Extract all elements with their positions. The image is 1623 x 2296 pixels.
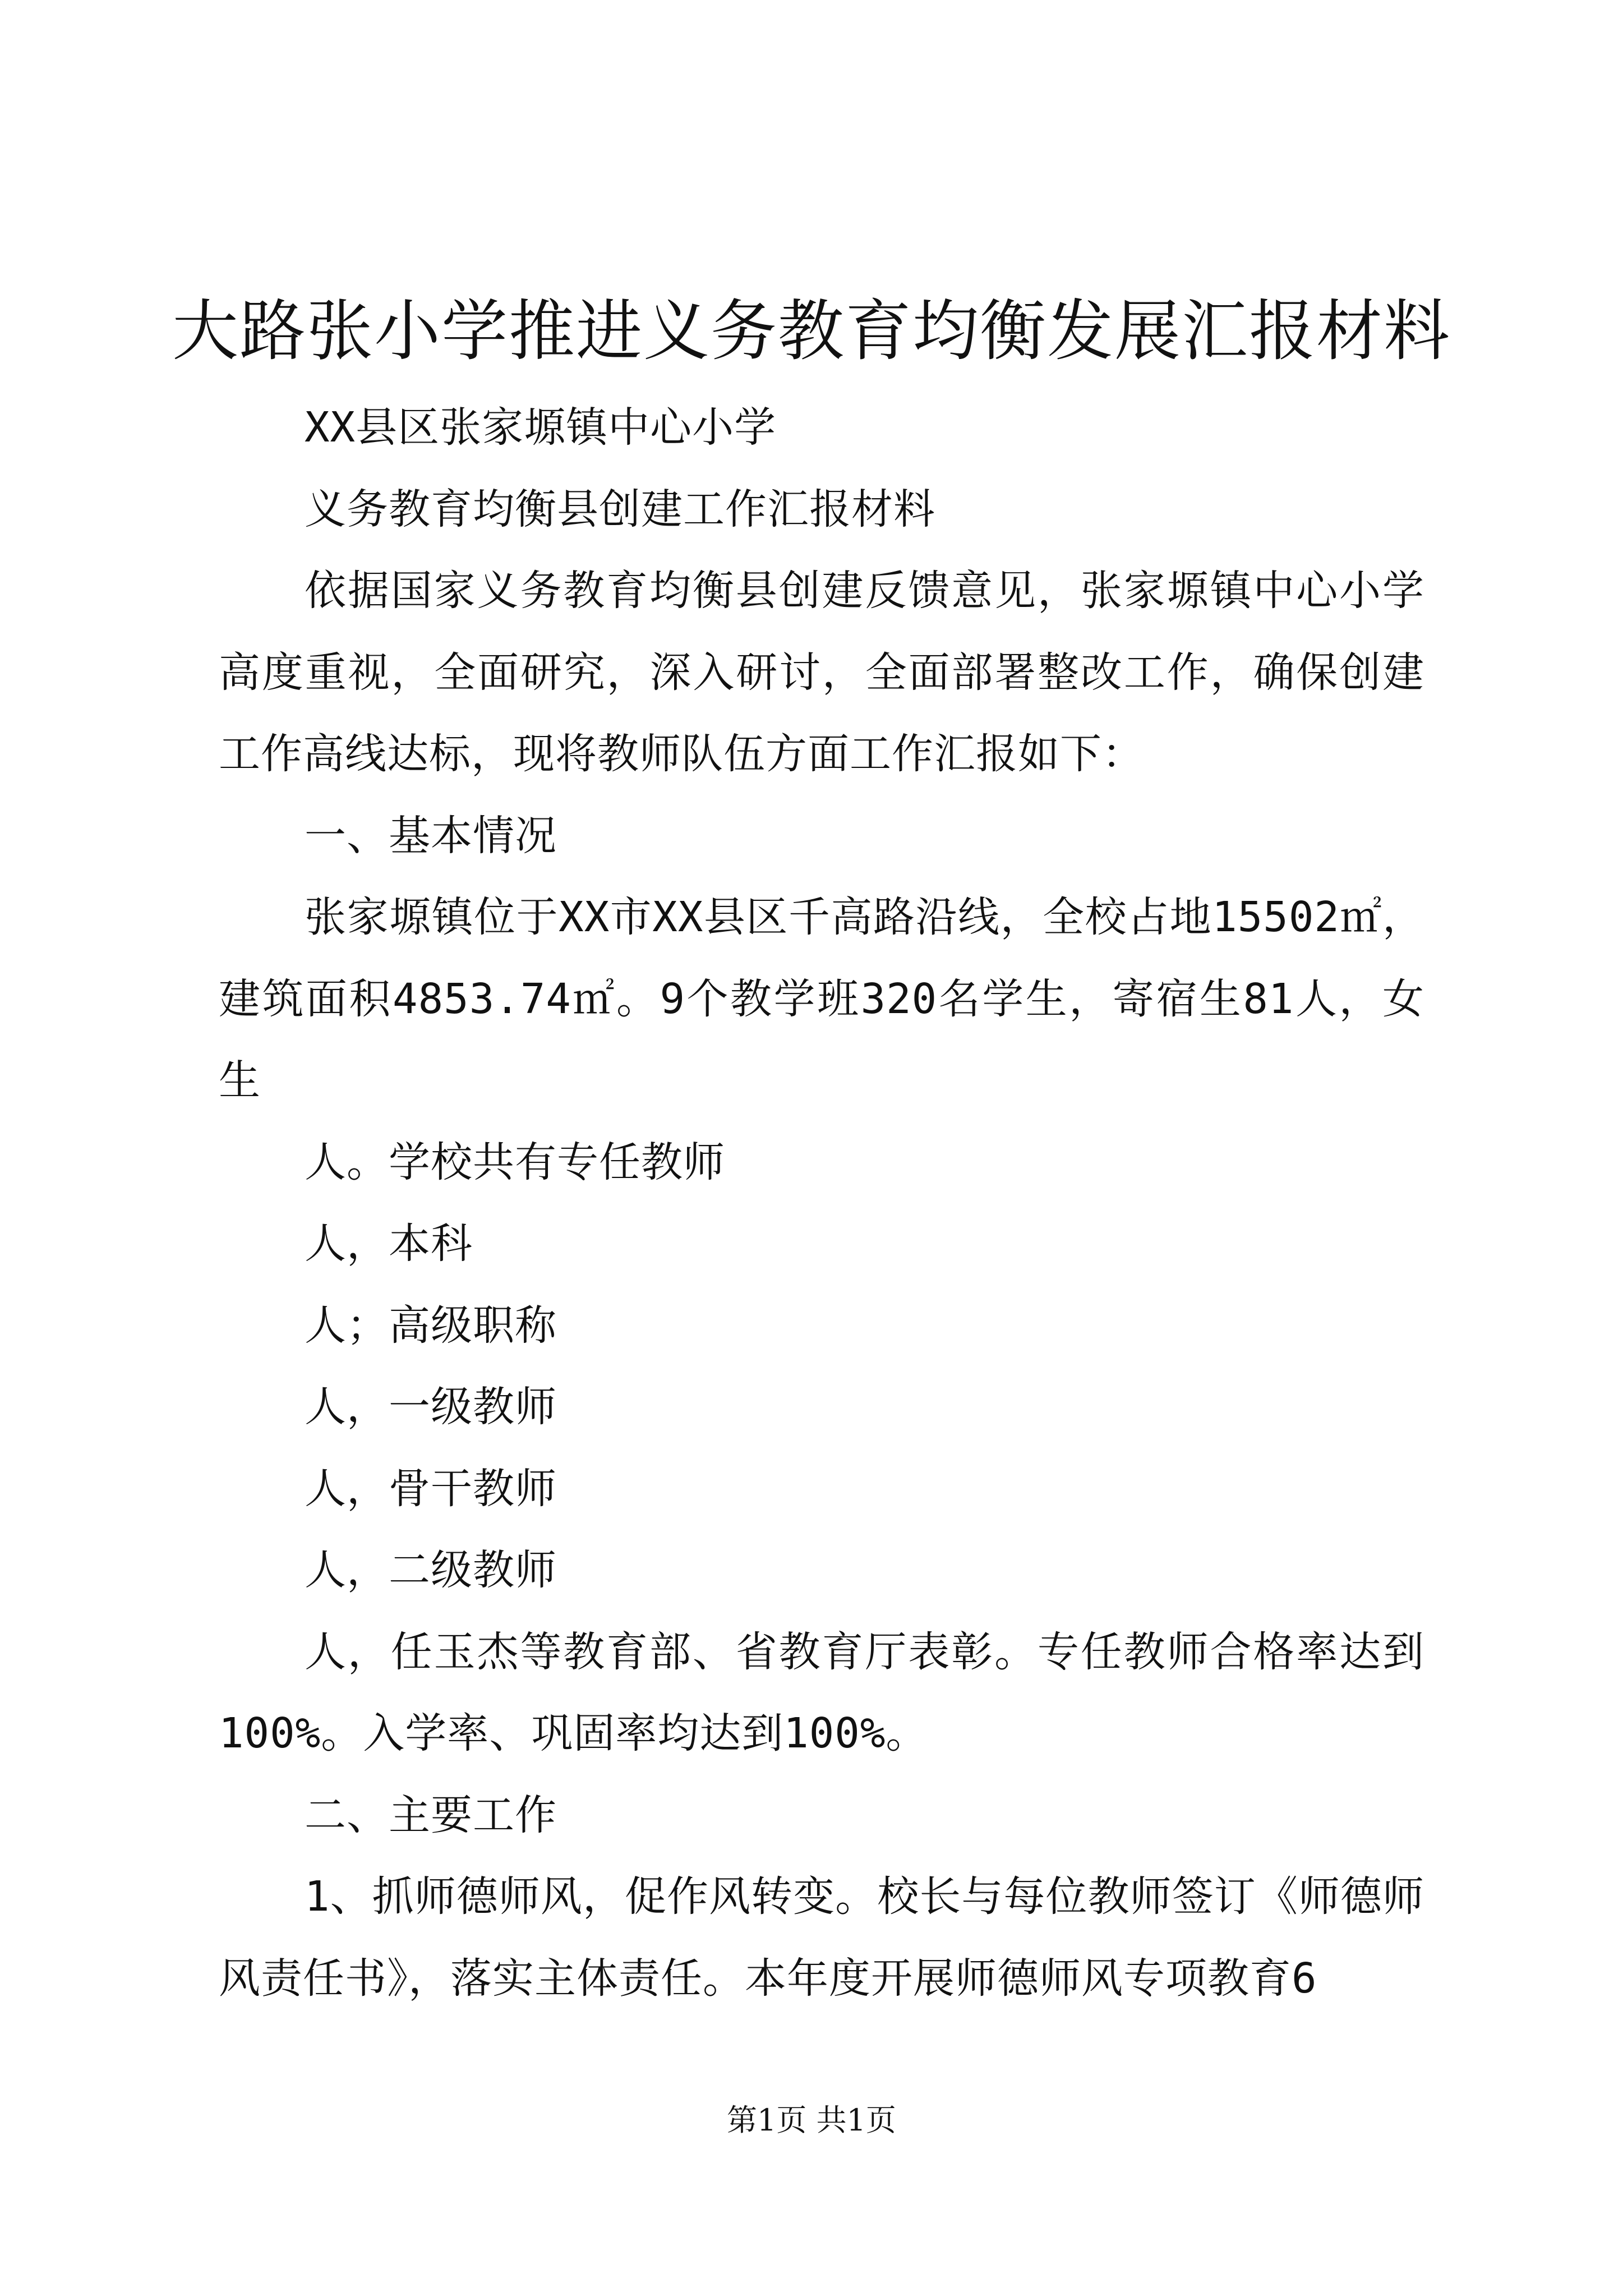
document-body <box>219 387 1424 2019</box>
page-footer: 第1页 共1页 <box>727 2102 896 2138</box>
paragraph-ethics-work: 1、抓师德师风，促作风转变。校长与每位教师签订《师德师风责任书》，落实主体责任。本年度开展师德师风专项教育6 <box>219 1872 1424 2003</box>
paragraph-key-teacher-count: 人，骨干教师 <box>305 1464 557 1513</box>
paragraph-report-subtitle: 义务教育均衡县创建工作汇报材料 <box>305 485 935 533</box>
paragraph-second-grade-teacher-count: 人，二级教师 <box>305 1546 557 1594</box>
section-heading-basic-situation: 一、基本情况 <box>305 811 557 860</box>
paragraph-first-grade-teacher-count: 人，一级教师 <box>305 1383 557 1431</box>
paragraph-school-name: XX县区张家塬镇中心小学 <box>305 403 777 452</box>
paragraph-honors-and-rates: 人，任玉杰等教育部、省教育厅表彰。专任教师合格率达到100%。入学率、巩固率均达到100%。 <box>219 1627 1424 1757</box>
paragraph-school-overview: 张家塬镇位于XX市XX县区千高路沿线，全校占地15502㎡，建筑面积4853.74㎡。9个教学班320名学生，寄宿生81人，女生 <box>219 893 1424 1105</box>
paragraph-senior-title-count: 人；高级职称 <box>305 1301 557 1350</box>
paragraph-bachelor-count: 人，本科 <box>305 1220 473 1268</box>
paragraph-teacher-count: 人。学校共有专任教师 <box>305 1138 725 1186</box>
document-title: 大路张小学推进义务教育均衡发展汇报材料 <box>172 292 1451 370</box>
paragraph-intro: 依据国家义务教育均衡县创建反馈意见，张家塬镇中心小学高度重视，全面研究，深入研讨，全面部署整改工作，确保创建工作高线达标，现将教师队伍方面工作汇报如下： <box>219 567 1424 778</box>
section-heading-main-work: 二、主要工作 <box>305 1791 557 1839</box>
